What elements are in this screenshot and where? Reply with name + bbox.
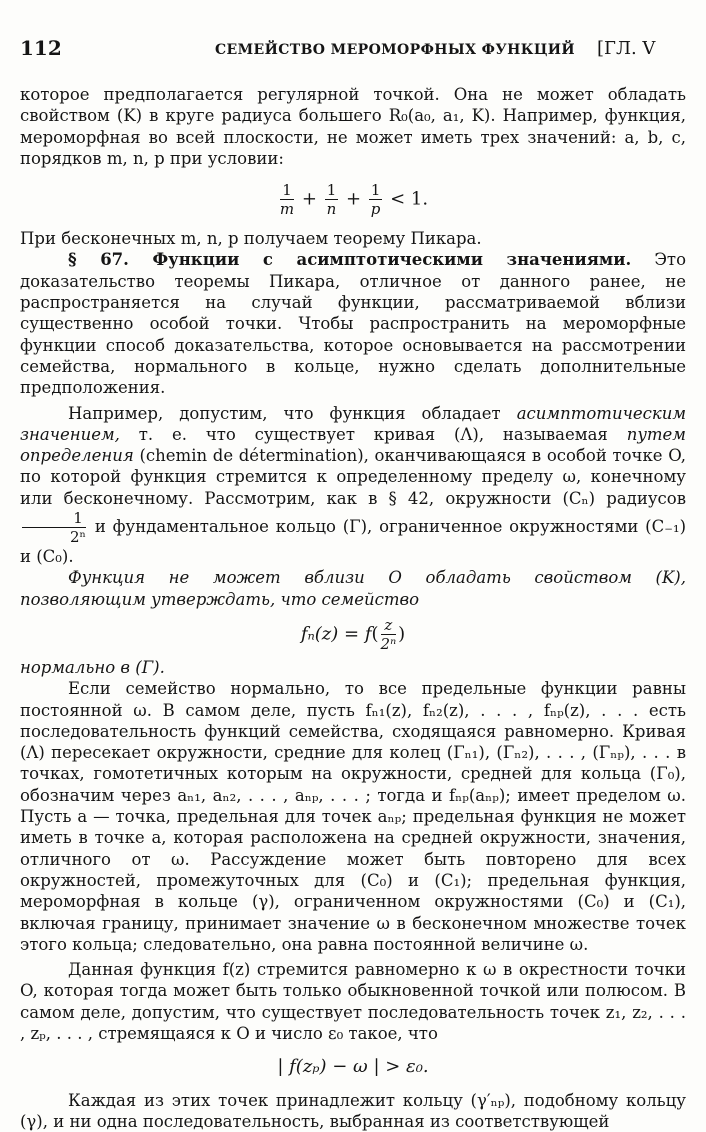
formula-1: $\frac{1}{m}$ + $\frac{1}{n}$ + $\frac{1}{p}$ < 1.: [279, 181, 429, 219]
paragraph-1: которое предполагается регулярной точкой. Она не может обладать свойством (K) в круге радиуса большего R₀(a₀, a₁, K). Например, функция, мероморфная во всей плоскости, не может иметь трех значений: a, b, c, порядков m, n, p при условии:: [20, 85, 686, 168]
paragraph-2: При бесконечных m, n, p получаем теорему Пикара.: [20, 229, 482, 249]
formula-3: | f(zₚ) − ω | > ε₀.: [277, 1056, 429, 1078]
paragraph-6: Если семейство нормально, то все предельные функции равны постоянной ω. В самом деле, пусть fₙ₁(z), fₙ₂(z), . . . , fₙₚ(z), . . . есть последовательность функций семейства, сходящаяся равномерно. Кривая (Λ) пересекает окружности, средние для колец (Γₙ₁), (Γₙ₂), . . . , (Γₙₚ), . . . в точках, гомотетичных которым на окружности, средней для кольца (Γ₀), обозначим через aₙ₁, aₙ₂, . . . , aₙₚ, . . . ; тогда и fₙₚ(aₙₚ); имеет пределом ω. Пусть a — точка, предельная для точек aₙₚ; предельная функция не может иметь в точке a, которая расположена на средней окружности, значения, отличного от ω. Рассуждение может быть повторено для всех окружностей, промежуточных для (C₀) и (C₁); предельная функция, мероморфная в кольце (γ), ограниченном окружностями (C₀) и (C₁), включая границу, принимает значение ω в бесконечном множестве точек этого кольца; следовательно, она равна постоянной величине ω.: [20, 679, 686, 954]
page-number: 112: [20, 36, 62, 60]
section-text: Это доказательство теоремы Пикара, отличное от данного ранее, не распространяется на случай функции, рассматриваемой вблизи существенно особой точки. Чтобы распространить на мероморфные функции способ доказательства, которое основывается на рассмотрении семейства, нормального в кольце, нужно сделать дополнительные предположения.: [20, 250, 686, 398]
fraction-1-over-p: $\frac{1}{p}$: [370, 181, 381, 219]
theorem-statement: Функция не может вблизи O обладать свойством (K), позволяющим утверждать, что семейство: [20, 568, 686, 609]
inequality-relation: < 1.: [390, 188, 429, 210]
fraction-z-over-2n: $\frac{z}{\text{2ⁿ}}$: [380, 615, 397, 653]
running-title: СЕМЕЙСТВО МЕРОМОРФНЫХ ФУНКЦИЙ: [215, 42, 576, 58]
page-body: [20, 84, 686, 1132]
page-header: [0, 36, 706, 66]
chapter-marker: [ГЛ. V: [597, 38, 656, 59]
section-67-paragraph: [20, 249, 686, 398]
paragraph-3: Например, допустим, что функция обладает асимптотическим значением, т. е. что существует кривая (Λ), называемая путем определения (chemin de détermination), оканчивающаяся в особой точке O, по которой функция стремится к определенному пределу ω, конечному или бесконечному. Рассмотрим, как в § 42, окружности (Cₙ) радиусов $\frac{1}{\text{2ⁿ}}$ и фундаментальное кольцо (Γ), ограниченное окружностями (C₋₁) и (C₀).: [20, 403, 687, 567]
section-heading: § 67. Функции с асимптотическими значениями.: [68, 250, 632, 270]
fraction-radius: $\frac{1}{\text{2ⁿ}}$: [22, 509, 86, 546]
fraction-1-over-m: $\frac{1}{m}$: [279, 181, 295, 219]
paragraph-5: нормально в (Γ).: [20, 657, 165, 677]
formula-2: fₙ(z) = f( $\frac{z}{\text{2ⁿ}}$ ): [300, 615, 406, 653]
paragraph-8: Каждая из этих точек принадлежит кольцу (γ′ₙₚ), подобному кольцу (γ), и ни одна последовательность, выбранная из соответствующей: [20, 1090, 686, 1131]
fraction-1-over-n: $\frac{1}{n}$: [326, 181, 337, 219]
paragraph-7: Данная функция f(z) стремится равномерно к ω в окрестности точки O, которая тогда может быть только обыкновенной точкой или полюсом. В самом деле, допустим, что существует последовательность точек z₁, z₂, . . . , zₚ, . . . , стремящаяся к O и число ε₀ такое, что: [20, 960, 686, 1043]
